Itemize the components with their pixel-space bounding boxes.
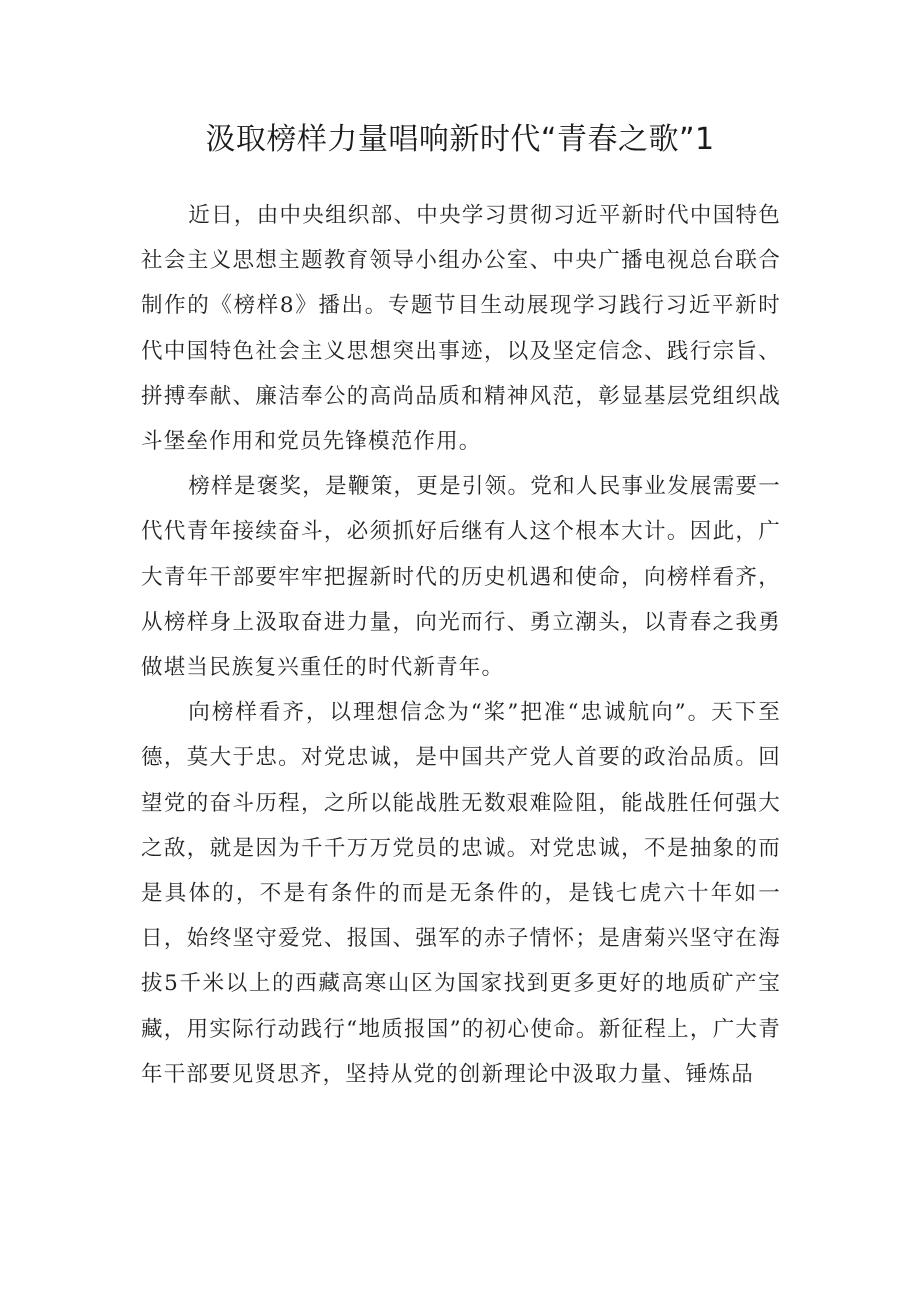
document-title: 汲取榜样力量唱响新时代“青春之歌”1 [205, 122, 715, 157]
paragraph-2: 榜样是褒奖，是鞭策，更是引领。党和人民事业发展需要一代代青年接续奋斗，必须抓好后继有人这个根本大计。因此，广大青年干部要牢牢把握新时代的历史机遇和使命，向榜样看齐，从榜样身上汲取奋进力量，向光而行、勇立潮头，以青春之我勇做堪当民族复兴重任的时代新青年。 [141, 474, 781, 681]
document-body [141, 193, 781, 1097]
paragraph-3: 向榜样看齐，以理想信念为“桨”把准“忠诚航向”。天下至德，莫大于忠。对党忠诚，是中国共产党人首要的政治品质。回望党的奋斗历程，之所以能战胜无数艰难险阻，能战胜任何强大之敌，就是因为千千万万党员的忠诚。对党忠诚，不是抽象的而是具体的，不是有条件的而是无条件的，是钱七虎六十年如一日，始终坚守爱党、报国、强军的赤子情怀；是唐菊兴坚守在海拔5千米以上的西藏高寒山区为国家找到更多更好的地质矿产宝藏，用实际行动践行“地质报国”的初心使命。新征程上，广大青年干部要见贤思齐，坚持从党的创新理论中汲取力量、锤炼品 [141, 700, 781, 1087]
paragraph-1: 近日，由中央组织部、中央学习贯彻习近平新时代中国特色社会主义思想主题教育领导小组办公室、中央广播电视总台联合制作的《榜样8》播出。专题节目生动展现学习践行习近平新时代中国特色社会主义思想突出事迹，以及坚定信念、践行宗旨、拼搏奉献、廉洁奉公的高尚品质和精神风范，彰显基层党组织战斗堡垒作用和党员先锋模范作用。 [141, 203, 781, 455]
